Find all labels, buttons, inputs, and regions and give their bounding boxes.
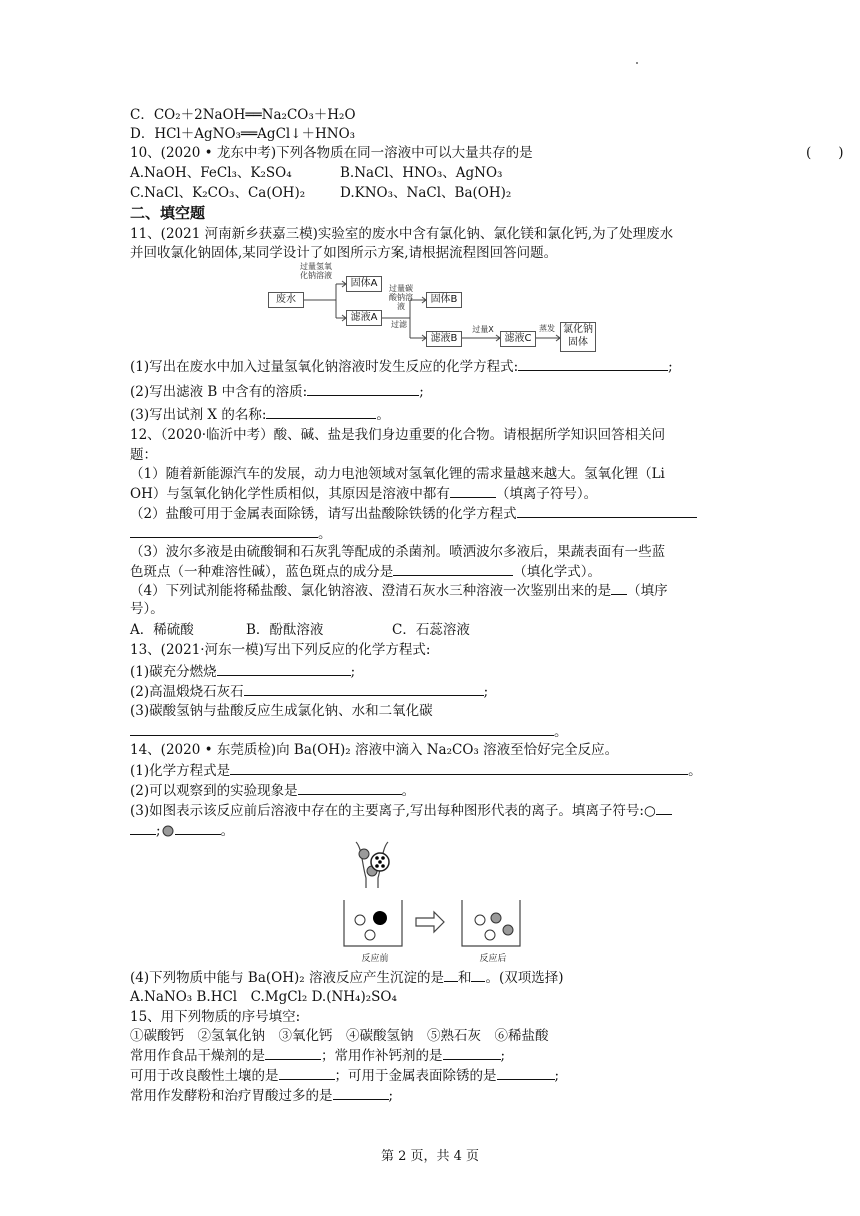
q12-stem-1: 12、（2020·临沂中考）酸、碱、盐是我们身边重要的化合物。请根据所学知识回答相关问 — [130, 427, 666, 443]
blank[interactable] — [266, 405, 376, 419]
q15-line3: 常用作发酵粉和治疗胃酸过多的是 ; — [130, 1088, 394, 1104]
reaction-figure — [340, 838, 530, 968]
blank[interactable] — [175, 821, 221, 835]
q11-stem-1: 11、(2021 河南新乡获嘉三模)实验室的废水中含有氯化钠、氯化镁和氯化钙,为了处理废水 — [130, 226, 674, 242]
gray-circle-icon — [161, 824, 175, 837]
q14-part3-b: ; 。 — [130, 821, 234, 840]
blank[interactable] — [217, 662, 351, 676]
q14-part4: (4)下列物质中能与 Ba(OH)₂ 溶液反应产生沉淀的是 和 。(双项选择) — [130, 970, 564, 986]
q12-stem-2: 题： — [130, 447, 157, 463]
page-footer: 第 2 页，共 4 页 — [380, 1149, 480, 1164]
blank[interactable] — [307, 382, 419, 396]
blank[interactable] — [517, 504, 697, 518]
flow-box-filtrate-a: 滤液A — [346, 310, 382, 326]
blank[interactable] — [279, 1066, 335, 1080]
flow-box-filtrate-c: 滤液C — [500, 331, 536, 347]
flow-label-filter: 过滤 — [391, 320, 407, 329]
q12-part3-b: 色斑点（一种难溶性碱），蓝色斑点的成分是 （填化学式）。 — [130, 564, 601, 580]
q11-part1: (1)写出在废水中加入过量氢氧化钠溶液时发生反应的化学方程式: ; — [130, 359, 673, 375]
blank[interactable] — [443, 1046, 501, 1060]
flow-box-filtrate-b: 滤液B — [426, 331, 462, 347]
blank[interactable] — [656, 801, 672, 815]
q14-part3: (3)如图表示该反应前后溶液中存在的主要离子,写出每种图形代表的离子。填离子符号:○ — [130, 801, 672, 820]
q14-options: A.NaNO₃ B.HCl C.MgCl₂ D.(NH₄)₂SO₄ — [130, 989, 397, 1005]
scan-dot — [636, 62, 638, 64]
blank[interactable] — [518, 357, 668, 371]
q11-stem-2: 并回收氯化钠固体,某同学设计了如图所示方案,请根据流程图回答问题。 — [130, 245, 558, 261]
flow-label-reagent2: 过量碳酸钠溶液 — [389, 284, 413, 311]
flow-box-solid-a: 固体A — [346, 276, 382, 292]
q11-part2: (2)写出滤液 B 中含有的溶质: ; — [130, 384, 424, 400]
q15-line1: 常用作食品干燥剂的是 ；常用作补钙剂的是 ; — [130, 1048, 506, 1064]
q15-stem: 15、用下列物质的序号填空: — [130, 1009, 301, 1025]
blank[interactable] — [265, 1046, 321, 1060]
blank[interactable] — [298, 781, 402, 795]
section-title: 二、填空题 — [130, 204, 206, 222]
q12-part3-a: （3）波尔多液是由硫酸铜和石灰乳等配成的杀菌剂。喷洒波尔多液后，果蔬表面有一些蓝 — [130, 544, 666, 560]
flow-box-nacl: 氯化钠固体 — [560, 322, 596, 352]
q14-part2: (2)可以观察到的实验现象是 。 — [130, 783, 416, 799]
flow-label-evaporate: 蒸发 — [539, 324, 555, 333]
q13-part3: (3)碳酸氢钠与盐酸反应生成氯化钠、水和二氧化碳 — [130, 703, 433, 719]
q12-option-c: C．石蕊溶液 — [392, 622, 470, 638]
flow-box-waste: 废水 — [268, 292, 304, 308]
q12-part4-a: （4）下列试剂能将稀盐酸、氯化钠溶液、澄清石灰水三种溶液一次鉴别出来的是 （填序 — [130, 583, 668, 599]
q12-part1-a: （1）随着新能源汽车的发展，动力电池领域对氢氧化锂的需求量越来越大。氢氧化锂（Li — [130, 466, 665, 482]
q10-option-a: A.NaOH、FeCl₃、K₂SO₄ — [130, 165, 292, 181]
fig-label-before: 反应前 — [361, 954, 389, 964]
q10-option-d: D.KNO₃、NaCl、Ba(OH)₂ — [340, 185, 512, 201]
q10-stem: 10、(2020 • 龙东中考)下列各物质在同一溶液中可以大量共存的是 — [130, 145, 533, 161]
q12-option-a: A．稀硫酸 — [130, 622, 194, 638]
q14-part1: (1)化学方程式是 。 — [130, 763, 702, 779]
q13-part1: (1)碳充分燃烧 ; — [130, 664, 356, 680]
flow-box-solid-b: 固体B — [426, 292, 462, 308]
blank[interactable] — [393, 562, 513, 576]
blank[interactable] — [230, 761, 688, 775]
black-sphere-icon — [373, 911, 387, 925]
fig-label-after: 反应后 — [479, 954, 507, 964]
blank[interactable] — [130, 722, 554, 736]
q12-option-b: B．酚酞溶液 — [246, 622, 324, 638]
blank[interactable] — [611, 581, 627, 595]
q12-part2-a: （2）盐酸可用于金属表面除锈，请写出盐酸除铁锈的化学方程式 — [130, 504, 697, 523]
q14-stem: 14、(2020 • 东莞质检)向 Ba(OH)₂ 溶液中滴入 Na₂CO₃ 溶液至恰好完全反应。 — [130, 742, 619, 758]
q13-stem: 13、(2021·河东一模)写出下列反应的化学方程式: — [130, 642, 431, 658]
q13-part3-line: 。 — [130, 722, 568, 741]
blank[interactable] — [450, 484, 496, 498]
q12-part2-b: 。 — [130, 524, 332, 543]
flow-label-reagent3: 过量X — [472, 325, 494, 334]
q11-part3: (3)写出试剂 X 的名称: 。 — [130, 407, 390, 423]
q13-part2: (2)高温煅烧石灰石 ; — [130, 684, 489, 700]
q12-part4-b: 号）。 — [130, 601, 164, 617]
blank[interactable] — [471, 968, 485, 982]
blank[interactable] — [244, 682, 484, 696]
q15-items: ①碳酸钙 ②氢氧化钠 ③氧化钙 ④碳酸氢钠 ⑤熟石灰 ⑥稀盐酸 — [130, 1028, 549, 1044]
q12-part1-b: OH）与氢氧化钠化学性质相似，其原因是溶液中都有 （填离子符号）。 — [130, 486, 598, 502]
blank[interactable] — [497, 1066, 555, 1080]
blank[interactable] — [130, 821, 156, 835]
blank[interactable] — [130, 524, 318, 538]
q9-option-d: D．HCl＋AgNO₃══AgCl↓＋HNO₃ — [130, 126, 356, 142]
flow-label-reagent1: 过量氢氧化钠溶液 — [300, 262, 332, 280]
q15-line2: 可用于改良酸性土壤的是 ；可用于金属表面除锈的是 ; — [130, 1068, 560, 1084]
answer-bracket: ( ) — [806, 145, 844, 161]
blank[interactable] — [333, 1086, 389, 1100]
flow-chart — [266, 262, 606, 354]
q10-option-c: C.NaCl、K₂CO₃、Ca(OH)₂ — [130, 185, 306, 201]
q9-option-c: C．CO₂＋2NaOH══Na₂CO₃＋H₂O — [130, 107, 356, 123]
blank[interactable] — [444, 968, 458, 982]
q10-option-b: B.NaCl、HNO₃、AgNO₃ — [340, 165, 503, 181]
arrow-icon — [416, 912, 444, 932]
